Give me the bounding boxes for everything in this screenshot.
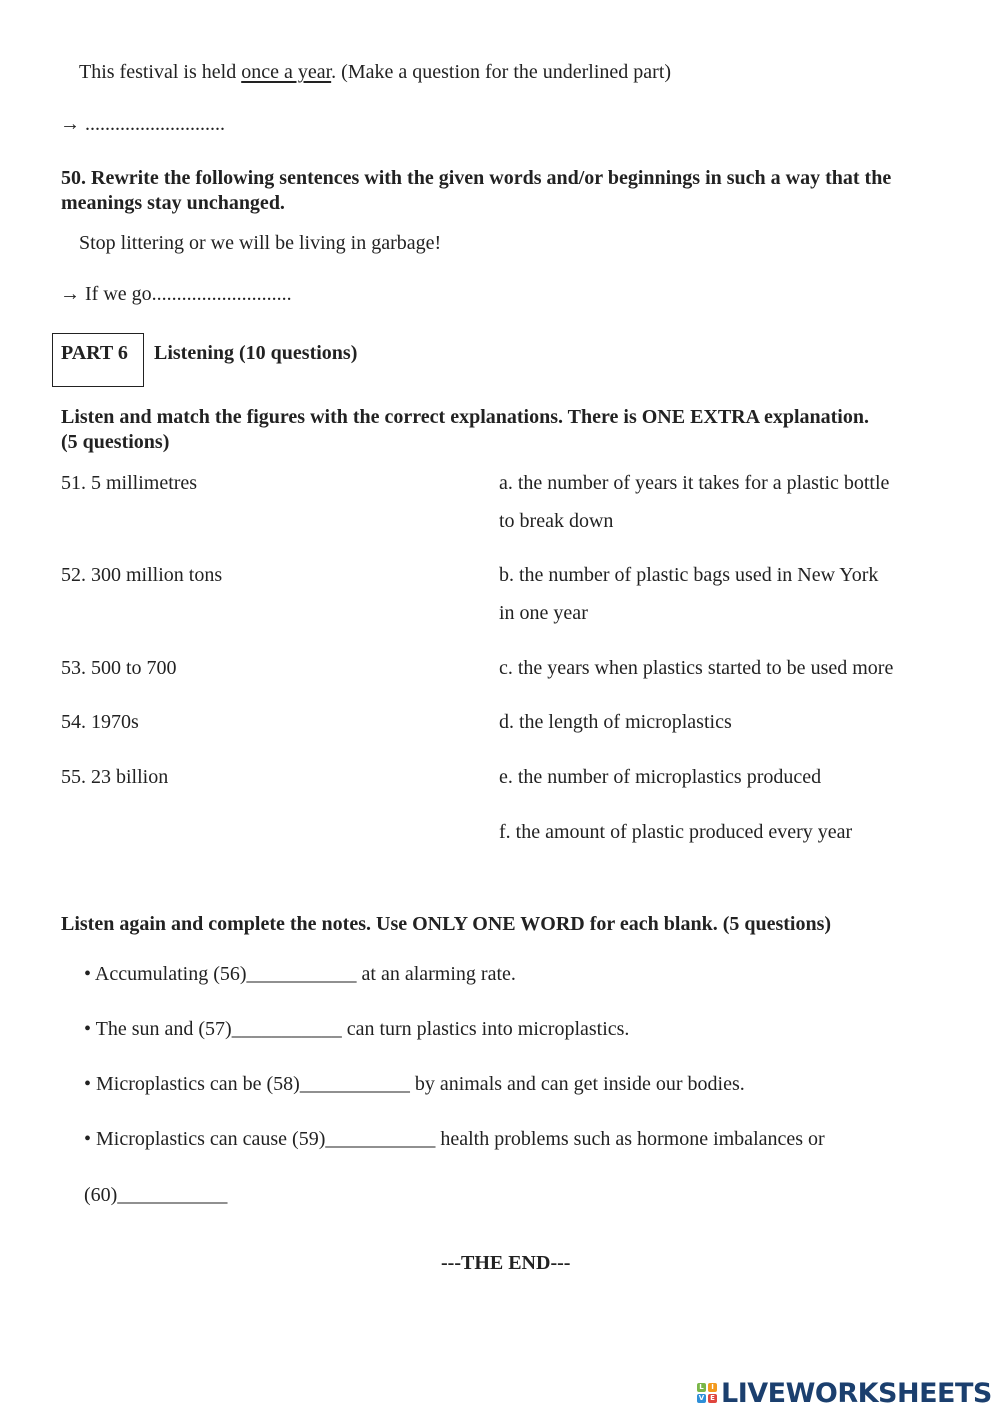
q49-after: . (Make a question for the underlined part) (331, 61, 672, 83)
explanation-a-line2: to break down (499, 510, 614, 532)
figure-51: 51. 5 millimetres (61, 472, 198, 494)
q50-sentence: Stop littering or we will be living in garbage! (79, 232, 442, 254)
explanation-d: d. the length of microplastics (499, 711, 732, 733)
end-text: ---THE END--- (441, 1252, 571, 1274)
q50-answer-line[interactable]: → If we go............................ (60, 283, 292, 305)
q49-underlined: once a year (241, 61, 332, 83)
q49-sentence (79, 61, 671, 84)
note-57[interactable]: • The sun and (57)___________ can turn plastics into microplastics. (84, 1018, 630, 1040)
part6-title: Listening (10 questions) (154, 342, 358, 364)
figure-53: 53. 500 to 700 (61, 657, 177, 679)
q49-before: This festival is held (79, 61, 242, 83)
note-59[interactable]: • Microplastics can cause (59)___________ health problems such as hormone imbalances or (84, 1128, 825, 1150)
note-58[interactable]: • Microplastics can be (58)___________ by animals and can get inside our bodies. (84, 1073, 745, 1095)
explanation-a-line1: a. the number of years it takes for a plastic bottle (499, 472, 890, 494)
note-56[interactable]: • Accumulating (56)___________ at an alarming rate. (84, 963, 516, 985)
explanation-b-line1: b. the number of plastic bags used in New York (499, 564, 879, 586)
figure-52: 52. 300 million tons (61, 564, 223, 586)
q50-instruction: 50. Rewrite the following sentences with the given words and/or beginnings in such a way that the meanings stay unchanged. (61, 167, 892, 214)
notes-instruction: Listen again and complete the notes. Use ONLY ONE WORD for each blank. (5 questions) (61, 913, 832, 935)
q49-answer-line[interactable]: → ............................ (60, 113, 225, 135)
liveworksheets-logo-text: LIVEWORKSHEETS (721, 1377, 992, 1409)
part6-label: PART 6 (61, 342, 128, 364)
explanation-f: f. the amount of plastic produced every year (499, 821, 853, 843)
figure-55: 55. 23 billion (61, 766, 169, 788)
explanation-b-line2: in one year (499, 602, 588, 624)
explanation-e: e. the number of microplastics produced (499, 766, 822, 788)
explanation-c: c. the years when plastics started to be used more (499, 657, 894, 679)
figure-54: 54. 1970s (61, 711, 139, 733)
liveworksheets-logo (697, 1378, 992, 1408)
matching-instruction: Listen and match the figures with the correct explanations. There is ONE EXTRA explanation. (5 questions) (61, 406, 869, 453)
liveworksheets-logo-icon: L I V E (697, 1383, 717, 1403)
note-60[interactable]: (60)___________ (84, 1184, 228, 1206)
